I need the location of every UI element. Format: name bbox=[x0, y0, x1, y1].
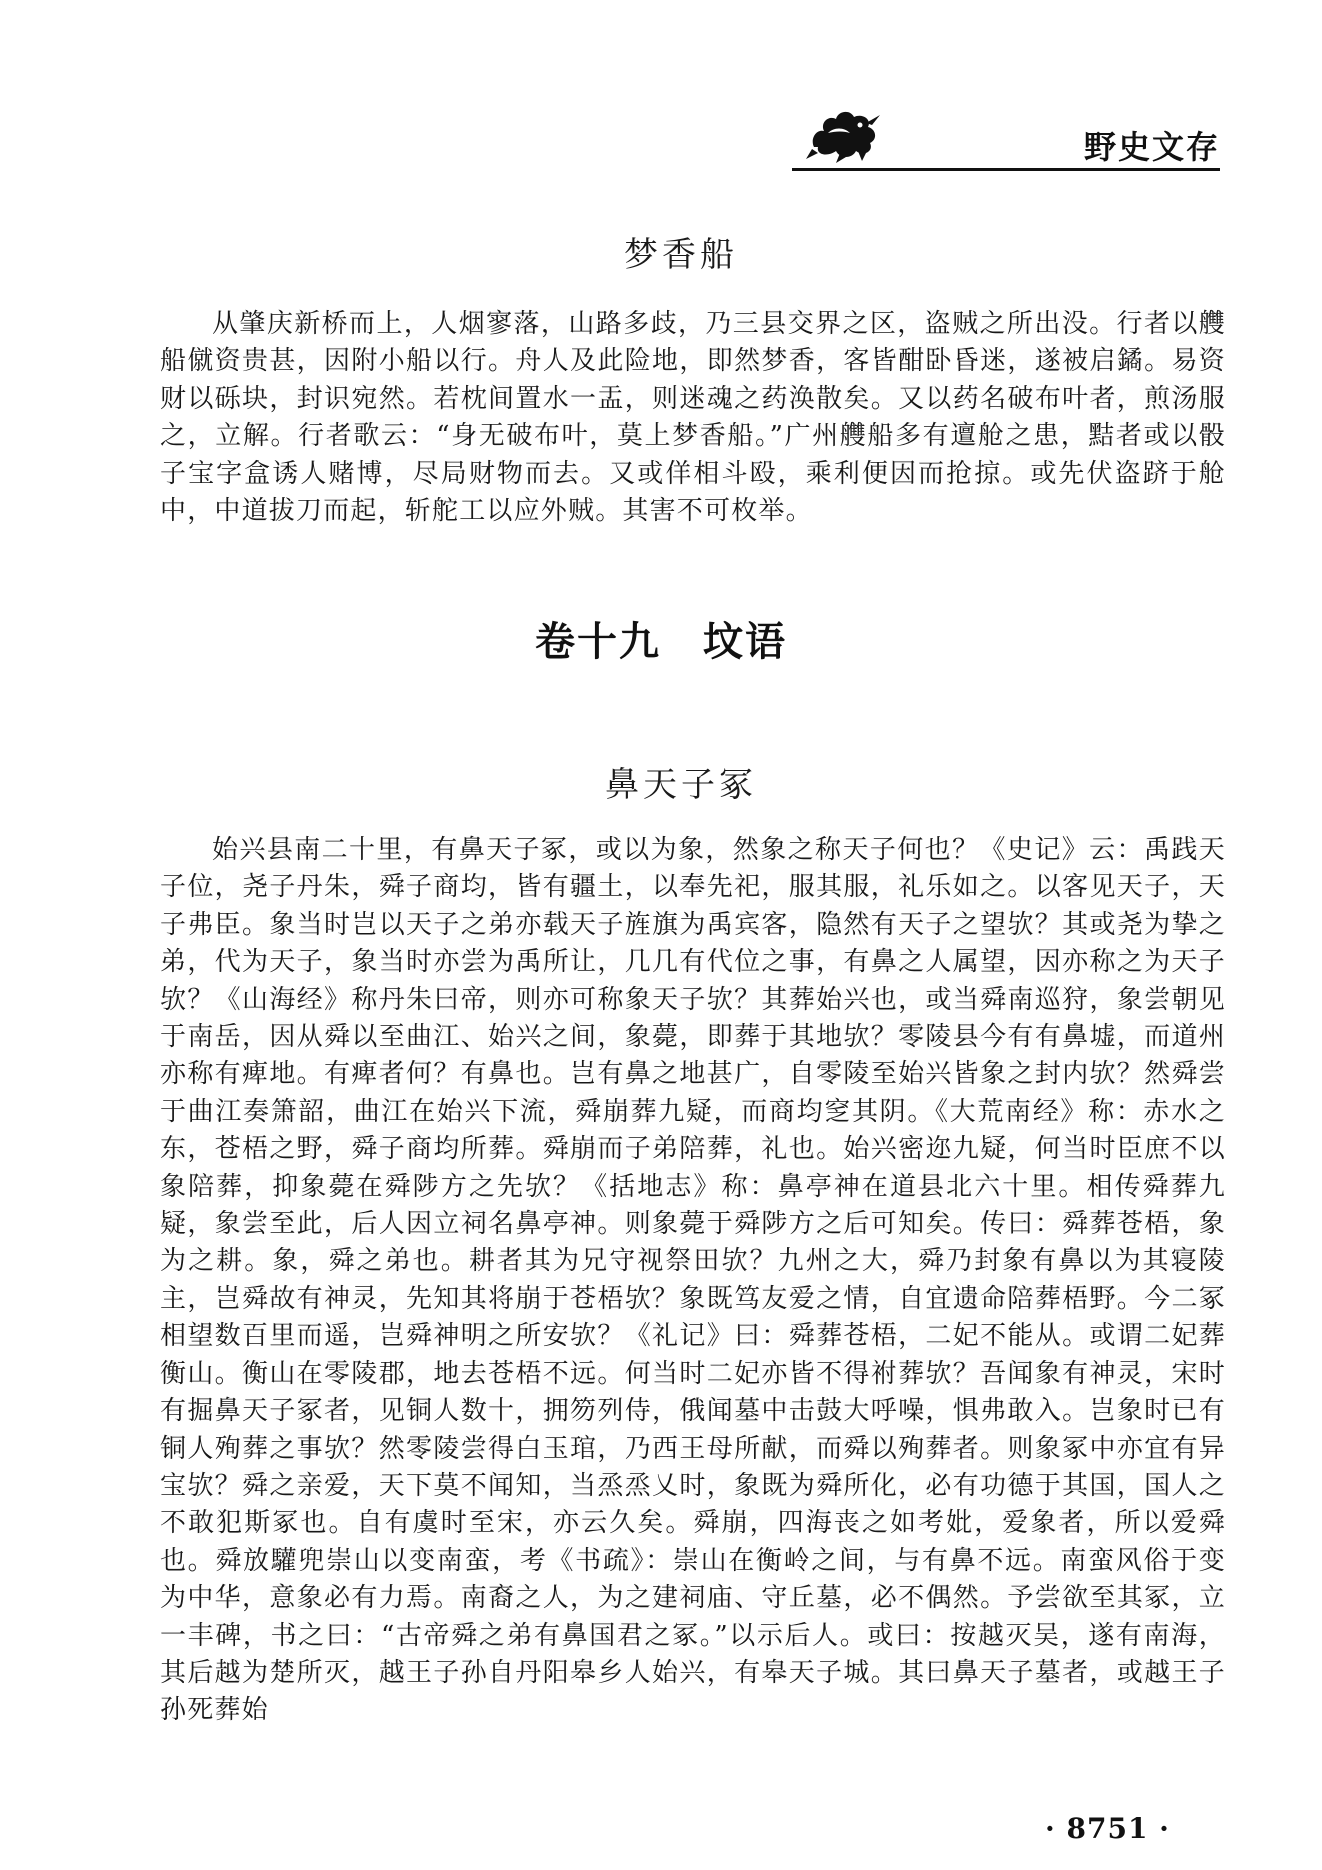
section-title: 鼻天子冢 bbox=[605, 765, 757, 805]
section-body: 始兴县南二十里，有鼻天子冢，或以为象，然象之称天子何也？《史记》云：禹践天子位，尧子丹朱，舜子商均，皆有疆土，以奉先祀，服其服，礼乐如之。以客见天子，天子弗臣。象当时岂以天子之弟亦载天子旌旗为禹宾客，隐然有天子之望欤？其或尧为挚之弟，代为天子，象当时亦尝为禹所让，几几有代位之事，有鼻之人属望，因亦称之为天子欤？《山海经》称丹朱曰帝，则亦可称象天子欤？其葬始兴也，或当舜南巡狩，象尝朝见于南岳，因从舜以至曲江、始兴之间，象薨，即葬于其地欤？零陵县今有有鼻墟，而道州亦称有痺地。有痺者何？有鼻也。岂有鼻之地甚广，自零陵至始兴皆象之封内欤？然舜尝于曲江奏箫韶，曲江在始兴下流，舜崩葬九疑，而商均窆其阴。《大荒南经》称：赤水之东，苍梧之野，舜子商均所葬。舜崩而子弟陪葬，礼也。始兴密迩九疑，何当时臣庶不以象陪葬，抑象薨在舜陟方之先欤？《括地志》称：鼻亭神在道县北六十里。相传舜葬九疑，象尝至此，后人因立祠名鼻亭神。则象薨于舜陟方之后可知矣。传曰：舜葬苍梧，象为之耕。象，舜之弟也。耕者其为兄守视祭田欤？九州之大，舜乃封象有鼻以为其寝陵主，岂舜故有神灵，先知其将崩于苍梧欤？象既笃友爱之情，自宜遗命陪葬梧野。今二冢相望数百里而遥，岂舜神明之所安欤？《礼记》曰：舜葬苍梧，二妃不能从。或谓二妃葬衡山。衡山在零陵郡，地去苍梧不远。何当时二妃亦皆不得祔葬欤？吾闻象有神灵，宋时有掘鼻天子冢者，见铜人数十，拥笏列侍，俄闻墓中击鼓大呼噪，惧弗敢入。岂象时已有铜人殉葬之事欤？然零陵尝得白玉琯，乃西王母所献，而舜以殉葬者。则象冢中亦宜有异宝欤？舜之亲爱，天下莫不闻知，当烝烝乂时，象既为舜所化，必有功德于其国，国人之不敢犯斯冢也。自有虞时至宋，亦云久矣。舜崩，四海丧之如考妣，爱象者，所以爱舜也。舜放驩兜崇山以变南蛮，考《书疏》：崇山在衡岭之间，与有鼻不远。南蛮风俗于变为中华，意象必有力焉。南裔之人，为之建祠庙、守丘墓，必不偶然。予尝欲至其冢，立一丰碑，书之曰：“古帝舜之弟有鼻国君之冢。”以示后人。或曰：按越灭吴，遂有南海，其后越为楚所灭，越王子孙自丹阳皋乡人始兴，有皋天子城。其曰鼻天子墓者，或越王子孙死葬始 bbox=[160, 835, 1226, 1726]
page-number: · 8751 · bbox=[1045, 1812, 1170, 1845]
dragon-icon bbox=[806, 103, 884, 163]
section-title: 梦香船 bbox=[624, 235, 738, 275]
series-title: 野史文存 bbox=[1083, 128, 1220, 166]
header-rule bbox=[792, 168, 1220, 171]
section-body: 从肇庆新桥而上，人烟寥落，山路多歧，乃三县交界之区，盗贼之所出没。行者以艭船僦资贵甚，因附小船以行。舟人及此险地，即然梦香，客皆酣卧昏迷，遂被启鐍。易资财以砾块，封识宛然。若枕间置水一盂，则迷魂之药涣散矣。又以药名破布叶者，煎汤服之，立解。行者歌云：“身无破布叶，莫上梦香船。”广州艭船多有邅舱之患，黠者或以骰子宝字盒诱人赌博，尽局财物而去。又或佯相斗殴，乘利便因而抢掠。或先伏盗跻于舱中，中道拔刀而起，斩舵工以应外贼。其害不可枚举。 bbox=[160, 309, 1226, 527]
chapter-heading: 卷十九 坟语 bbox=[535, 619, 787, 665]
